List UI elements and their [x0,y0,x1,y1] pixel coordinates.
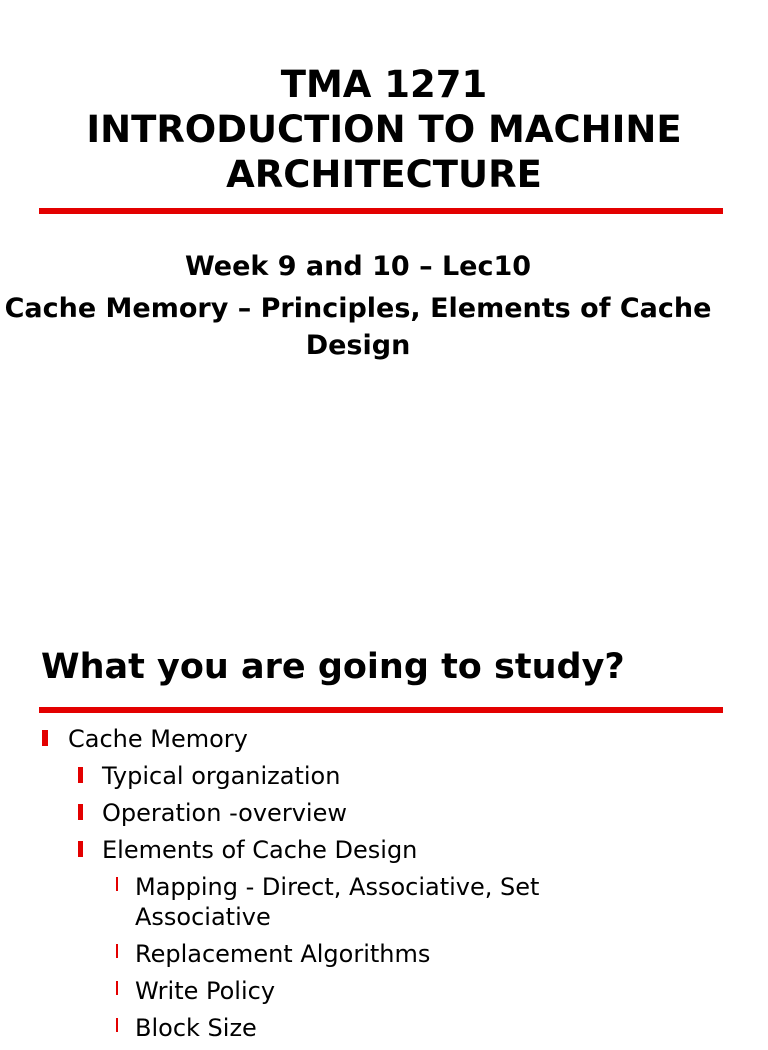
bullet-marker-icon [116,944,118,958]
bullet-marker-icon [78,767,83,783]
list-item-text: Block Size [135,1014,257,1042]
list-item [0,761,768,791]
outline-slide [0,620,768,1042]
list-item [0,872,595,932]
outline-divider [39,707,723,713]
outline-title: What you are going to study? [41,647,625,687]
bullet-marker-icon [116,877,118,891]
bullet-marker-icon [116,1018,118,1032]
subtitle-topic: Cache Memory – Principles, Elements of Cache Design [4,293,712,361]
title-divider [39,208,723,214]
title-line-course-code: TMA 1271 [280,63,488,106]
slide-title [0,62,768,197]
list-item-text: Write Policy [135,977,276,1005]
list-item [0,798,768,828]
list-item-text: Mapping - Direct, Associative, Set Associative [135,873,540,931]
bullet-marker-icon [78,804,83,820]
list-item [0,1013,595,1043]
list-item-text: Operation -overview [102,799,347,827]
list-item [0,835,768,865]
list-item [0,939,595,969]
list-item-text: Cache Memory [68,725,248,753]
subtitle-week: Week 9 and 10 – Lec10 [184,251,532,282]
title-line-course-name-2: ARCHITECTURE [226,153,542,196]
slide-subtitle [0,248,716,364]
bullet-marker-icon [78,841,83,857]
list-item [0,976,595,1006]
bullet-marker-icon [42,730,48,746]
list-item-text: Typical organization [102,762,341,790]
outline-list [0,724,768,1050]
bullet-marker-icon [116,981,118,995]
list-item-text: Elements of Cache Design [102,836,418,864]
list-item [0,724,768,754]
list-item-text: Replacement Algorithms [135,940,431,968]
title-line-course-name-1: INTRODUCTION TO MACHINE [86,108,682,151]
